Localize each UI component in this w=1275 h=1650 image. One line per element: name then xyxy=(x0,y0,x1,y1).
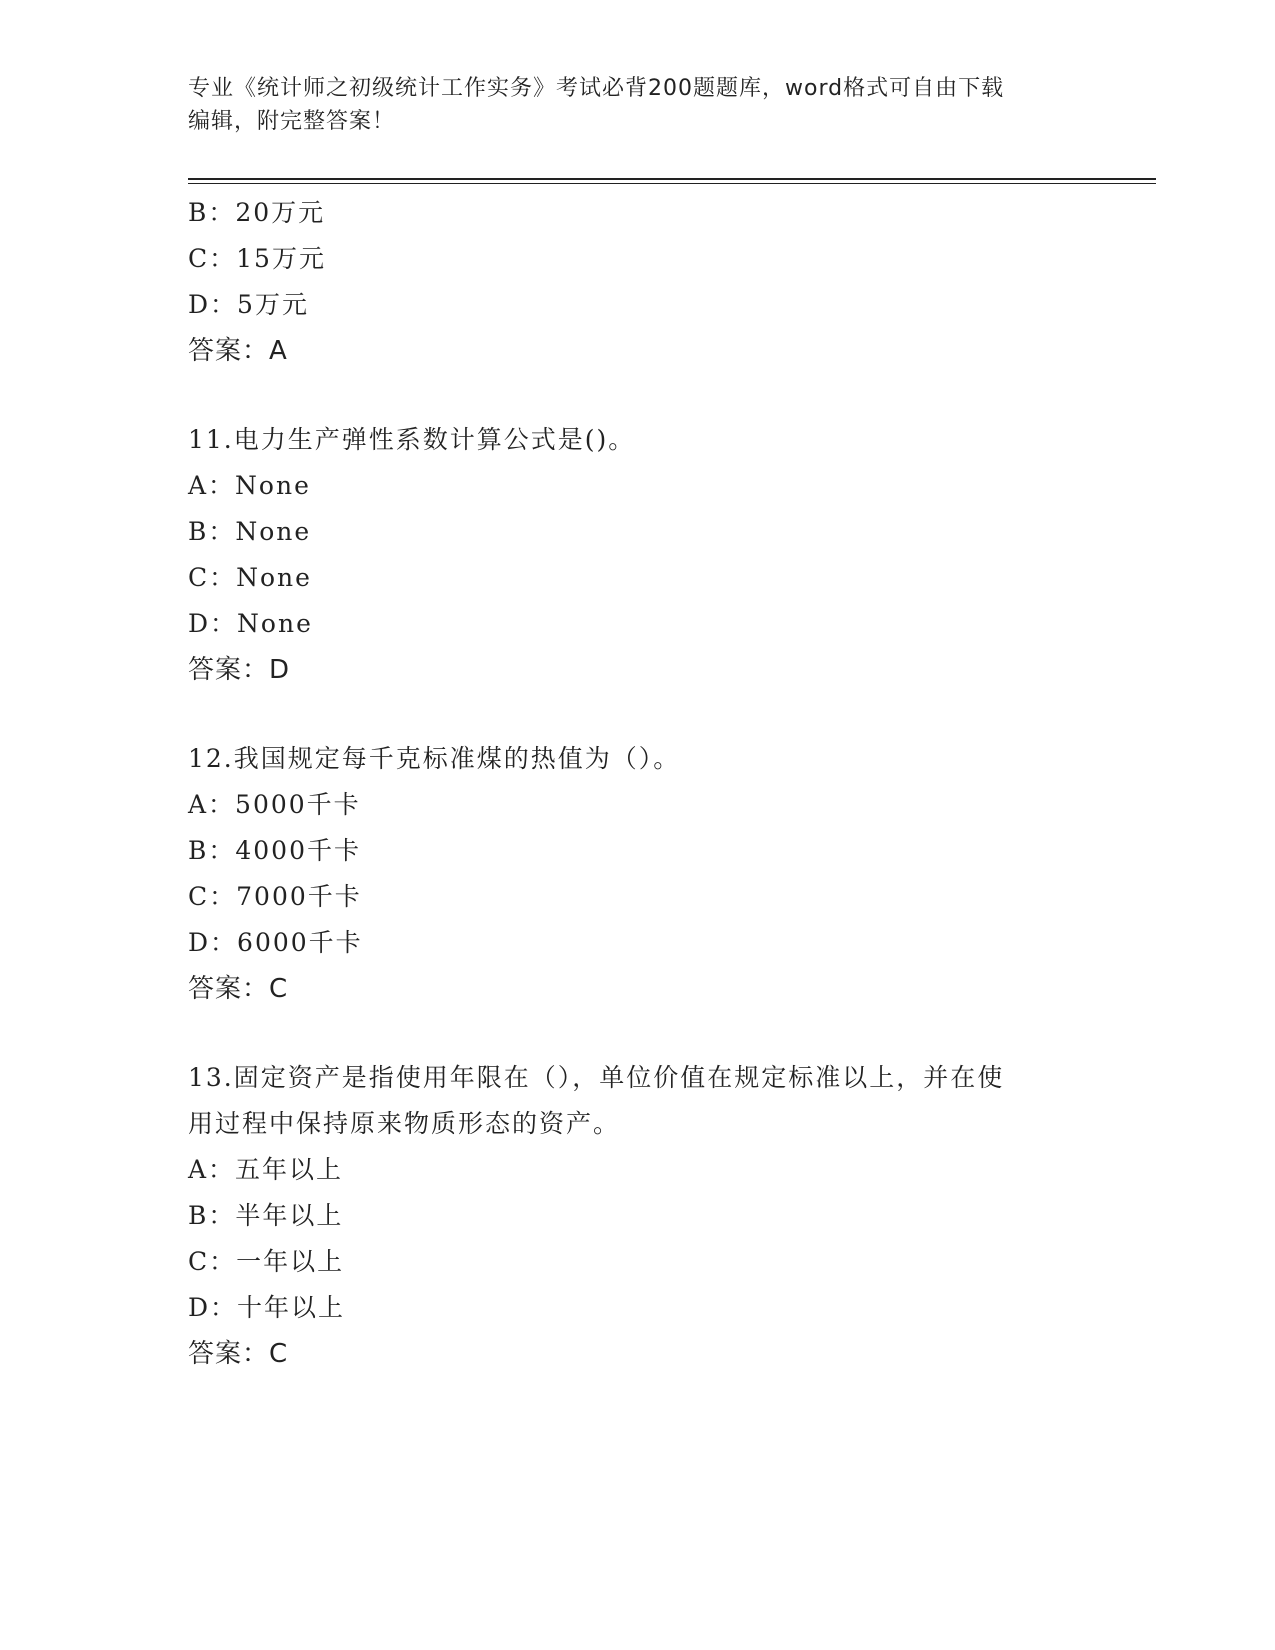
option-b: B：None xyxy=(188,517,312,546)
option-d: D：6000千卡 xyxy=(188,928,363,957)
question-10-tail xyxy=(188,190,1088,374)
question-text: 11.电力生产弹性系数计算公式是()。 xyxy=(188,425,636,454)
header-line-2: 编辑，附完整答案！ xyxy=(188,109,396,134)
option-d: D：十年以上 xyxy=(188,1293,346,1322)
option-c: C：7000千卡 xyxy=(188,882,362,911)
header-divider-thin xyxy=(188,183,1156,184)
question-spacer xyxy=(188,374,1088,417)
question-11 xyxy=(188,417,1088,693)
header-divider-thick xyxy=(188,178,1156,180)
option-a: A：五年以上 xyxy=(188,1155,344,1184)
option-d: D：None xyxy=(188,609,313,638)
answer-line: 答案：A xyxy=(188,336,288,366)
answer-line: 答案：D xyxy=(188,655,291,685)
question-list xyxy=(188,190,1088,1377)
question-12 xyxy=(188,736,1088,1012)
option-c: C：15万元 xyxy=(188,244,326,273)
question-text-line-2: 用过程中保持原来物质形态的资产。 xyxy=(188,1109,621,1138)
option-d: D：5万元 xyxy=(188,290,309,319)
header-line-1: 专业《统计师之初级统计工作实务》考试必背200题题库，word格式可自由下载 xyxy=(188,76,1005,101)
option-a: A：5000千卡 xyxy=(188,790,361,819)
option-c: C：一年以上 xyxy=(188,1247,345,1276)
question-spacer xyxy=(188,693,1088,736)
question-text-line-1: 13.固定资产是指使用年限在（），单位价值在规定标准以上，并在使 xyxy=(188,1063,1005,1092)
document-header xyxy=(188,72,1088,138)
option-b: B：4000千卡 xyxy=(188,836,361,865)
option-b: B：20万元 xyxy=(188,198,326,227)
answer-line: 答案：C xyxy=(188,974,289,1004)
option-a: A：None xyxy=(188,471,311,500)
option-b: B：半年以上 xyxy=(188,1201,344,1230)
question-text: 12.我国规定每千克标准煤的热值为（）。 xyxy=(188,744,681,773)
option-c: C：None xyxy=(188,563,312,592)
question-spacer xyxy=(188,1012,1088,1055)
question-13 xyxy=(188,1055,1088,1377)
answer-line: 答案：C xyxy=(188,1339,289,1369)
